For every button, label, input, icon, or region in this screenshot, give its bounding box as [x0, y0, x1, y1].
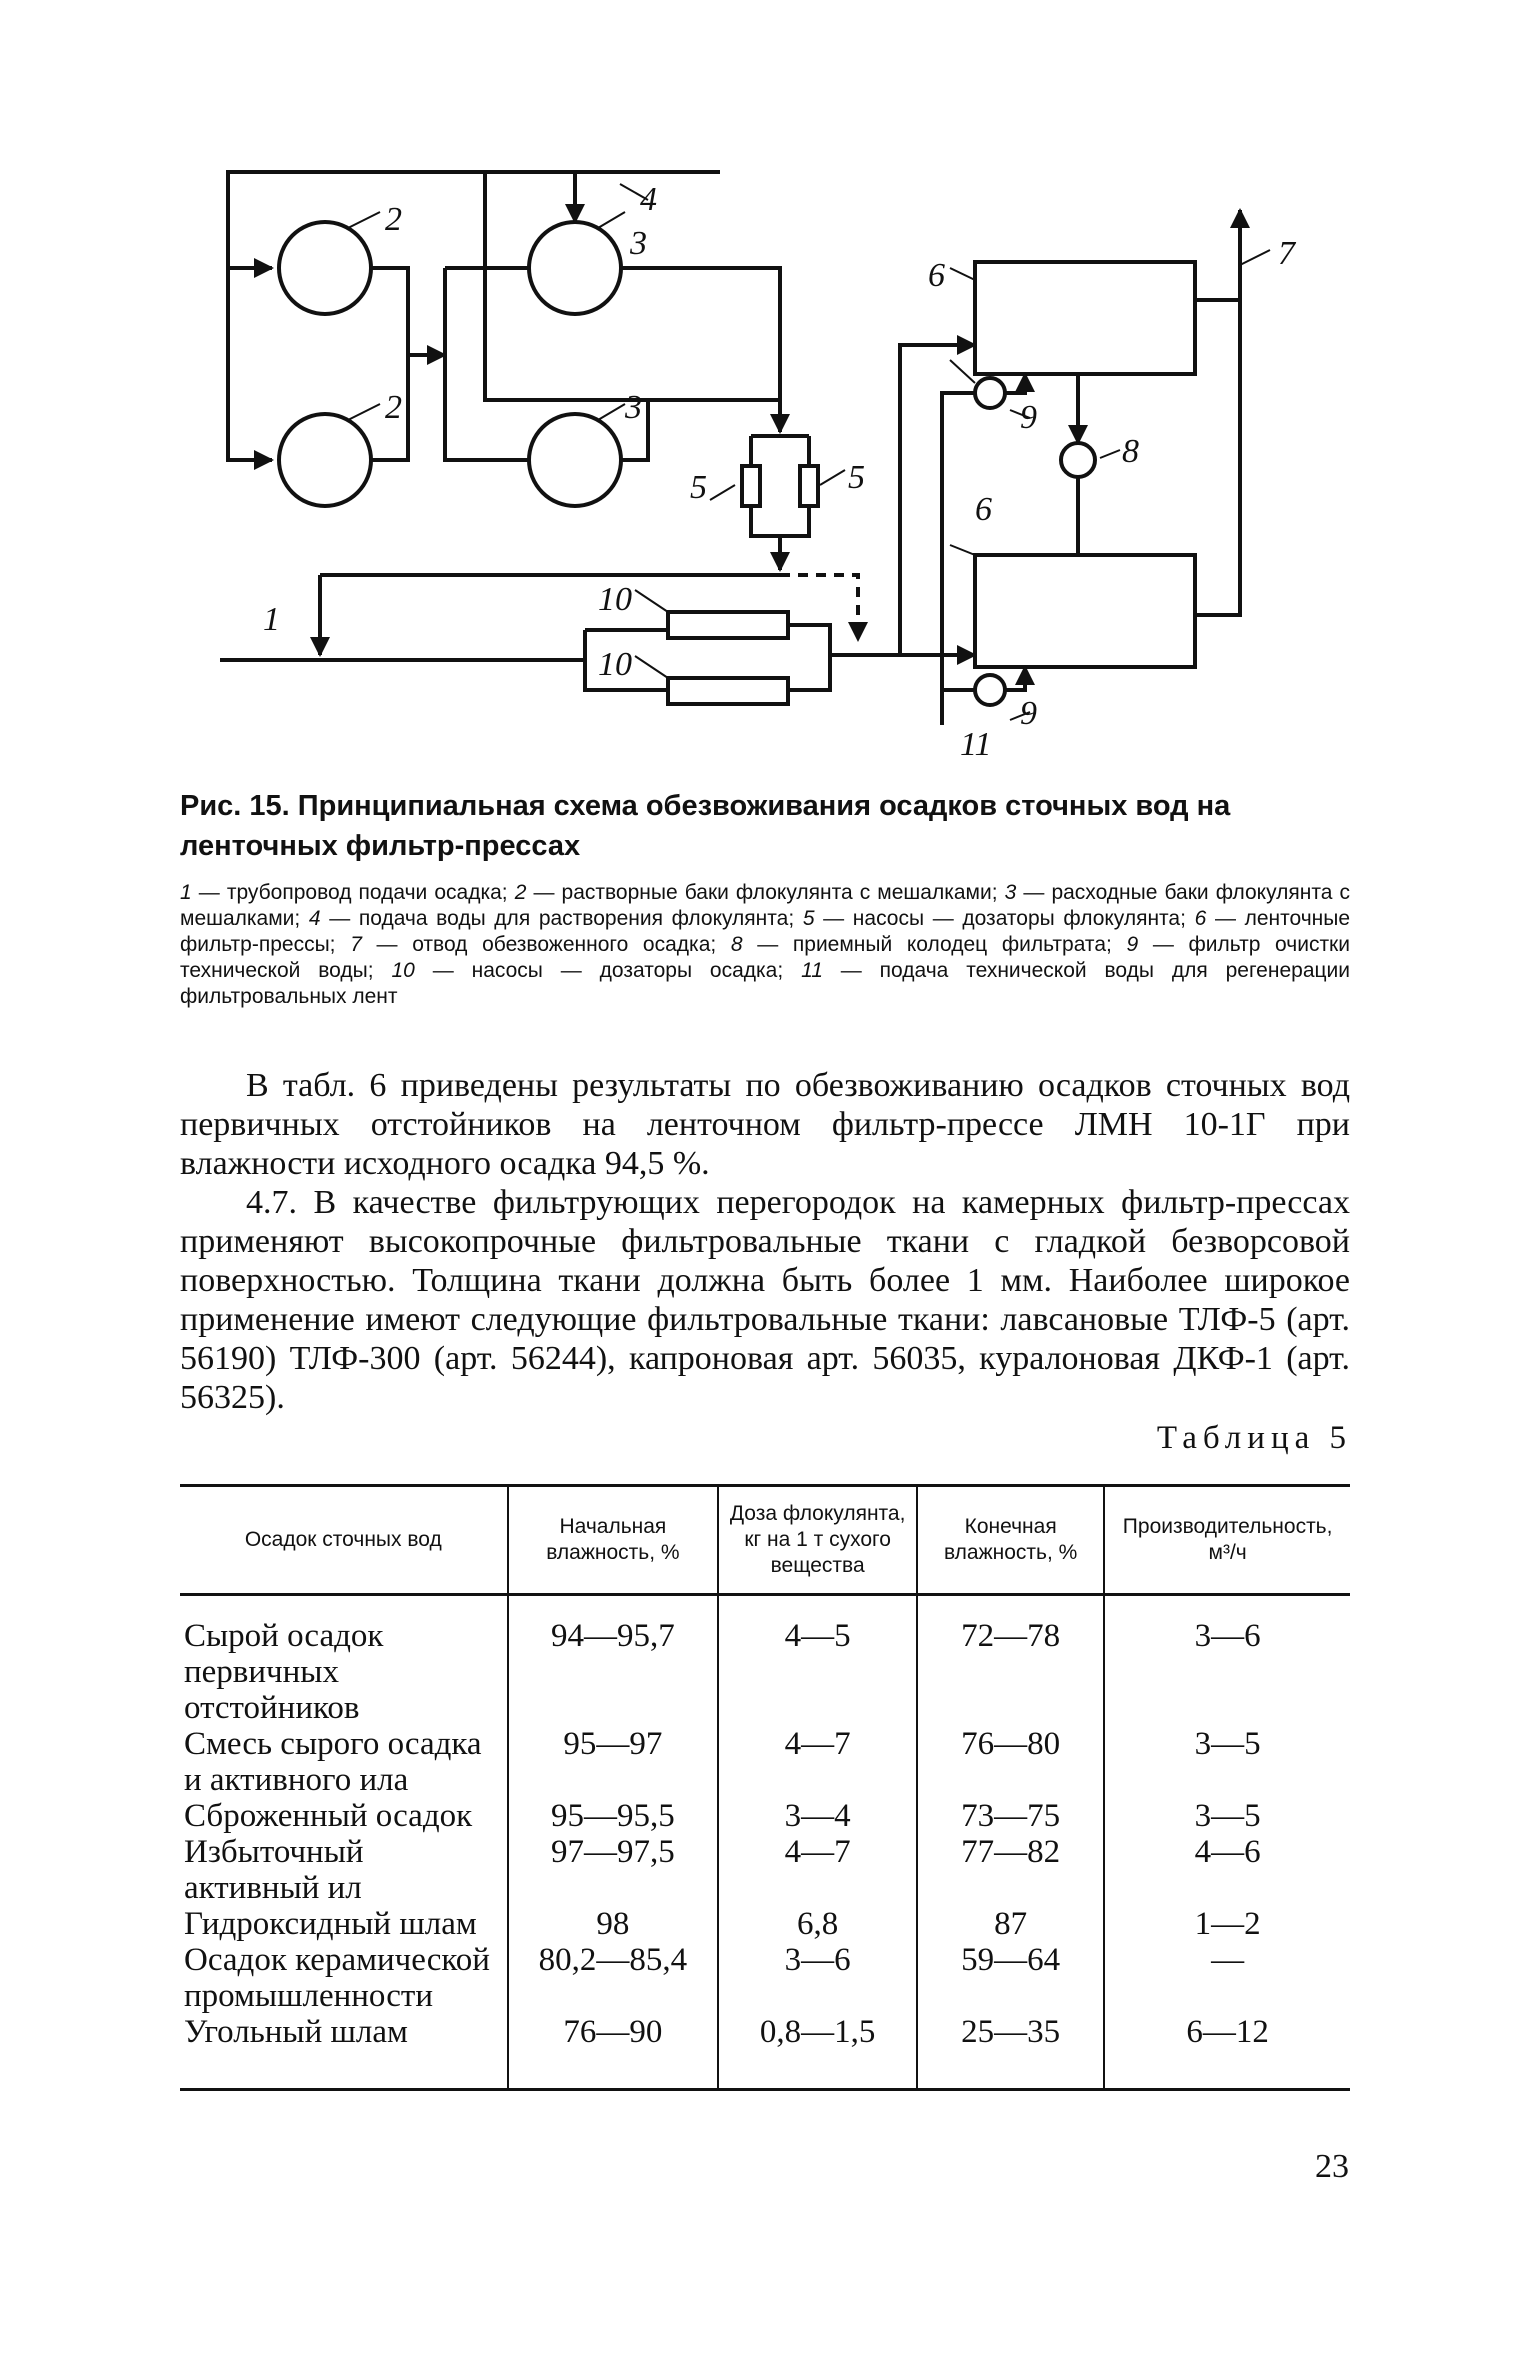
label-11: 11	[960, 726, 992, 763]
table-cell: 1—2	[1104, 1906, 1350, 1942]
page-number: 23	[1315, 2148, 1349, 2185]
table-cell: Смесь сырого осадка и активного ила	[184, 1726, 482, 1798]
tech-water-filter-upper	[975, 378, 1005, 408]
table-row	[180, 1834, 1350, 1906]
table-row	[180, 1726, 1350, 1798]
figure-legend	[180, 880, 1350, 1010]
table-cell: Сброженный осадок	[184, 1798, 473, 1834]
table-cell: 72—78	[917, 1595, 1104, 1727]
header-cell: Начальная влажность, %	[508, 1486, 719, 1595]
solution-tank-lower	[279, 414, 371, 506]
table-cell: 95—97	[508, 1726, 719, 1798]
table-cell: 76—80	[917, 1726, 1104, 1798]
label-6b: 6	[975, 491, 992, 528]
legend-item: 5 — насосы — дозаторы флокулянта;	[802, 907, 1195, 930]
table-cell: 98	[508, 1906, 719, 1942]
table-cell: 4—7	[718, 1834, 917, 1906]
table-cell: 73—75	[917, 1798, 1104, 1834]
table-cell: 4—7	[718, 1726, 917, 1798]
label-8: 8	[1122, 433, 1139, 470]
table-cell: 3—6	[1104, 1595, 1350, 1727]
table-cell: 3—5	[1104, 1726, 1350, 1798]
label-10a: 10	[598, 581, 632, 618]
flocculant-pump-right	[800, 466, 818, 506]
table-cell: 4—5	[718, 1595, 917, 1727]
tech-water-filter-lower	[975, 675, 1005, 705]
label-7: 7	[1278, 235, 1295, 272]
table-cell: 3—6	[718, 1942, 917, 2014]
label-5a: 5	[690, 469, 707, 506]
header-cell: Осадок сточных вод	[180, 1486, 508, 1595]
table-row	[180, 1798, 1350, 1834]
table-caption: Таблица 5	[1156, 1420, 1352, 1456]
paragraph-2: 4.7. В качестве фильтрующих перегородок на камерных фильтр-прессах применяют высокопрочные фильтровальные ткани с гладкой безворсовой поверхностью. Толщина ткани должна быть более 1 мм. Наиболее широкое применение имеют следующие фильтровальные ткани: лавсановые ТЛФ-5 (арт. 56190) ТЛФ-300 (арт. 56244), капроновая арт. 56035, куралоновая ДКФ-1 (арт. 56325).	[180, 1184, 1350, 1416]
legend-item: 3 — расходные баки флокулянта с мешалками;	[180, 881, 1350, 930]
table-cell: Угольный шлам	[180, 2014, 508, 2090]
table-row	[180, 1906, 1350, 1942]
legend-item: 1 — трубопровод подачи осадка;	[180, 881, 515, 904]
table-cell: 4—6	[1104, 1834, 1350, 1906]
filtrate-well	[1061, 443, 1095, 477]
label-4: 4	[640, 181, 657, 218]
label-1: 1	[263, 601, 280, 638]
table-cell: 3—5	[1104, 1798, 1350, 1834]
table-cell: 97—97,5	[508, 1834, 719, 1906]
sludge-pump-lower	[668, 678, 788, 704]
table-row	[180, 1595, 1350, 1727]
label-9a: 9	[1020, 399, 1037, 436]
table-cell: Избыточный активный ил	[184, 1834, 364, 1906]
table-cell: Осадок керамической промышленности	[184, 1942, 490, 2014]
header-cell: Производительность, м³/ч	[1104, 1486, 1350, 1595]
dosing-tank-lower	[529, 414, 621, 506]
paragraph-1: В табл. 6 приведены результаты по обезвоживанию осадков сточных вод первичных отстойников на ленточном фильтр-прессе ЛМН 10-1Г при влажности исходного осадка 94,5 %.	[180, 1067, 1350, 1182]
label-3b: 3	[625, 389, 642, 426]
table-cell: 0,8—1,5	[718, 2014, 917, 2090]
label-9b: 9	[1020, 695, 1037, 732]
flocculant-pump-left	[742, 466, 760, 506]
legend-item: 2 — растворные баки флокулянта с мешалками;	[514, 881, 1005, 904]
legend-item: 6 — ленточные фильтр-прессы;	[180, 907, 1351, 956]
figure-title: Рис. 15. Принципиальная схема обезвоживания осадков сточных вод на ленточных фильтр-прессах	[180, 790, 1231, 862]
table-cell: 6,8	[718, 1906, 917, 1942]
table-cell: —	[1104, 1942, 1350, 2014]
table-cell: 87	[917, 1906, 1104, 1942]
table-cell: 76—90	[508, 2014, 719, 2090]
table-cell: Сырой осадок первичных отстойников	[184, 1618, 384, 1726]
table-cell: 59—64	[917, 1942, 1104, 2014]
table-cell: 95—95,5	[508, 1798, 719, 1834]
belt-press-upper	[975, 262, 1195, 374]
label-3a: 3	[630, 225, 647, 262]
table-cell: 77—82	[917, 1834, 1104, 1906]
legend-item: 4 — подача воды для растворения флокулянта;	[308, 907, 803, 930]
data-table	[180, 1484, 1350, 2091]
table-cell: Гидроксидный шлам	[184, 1906, 477, 1942]
table-cell: 94—95,7	[508, 1595, 719, 1727]
legend-item: 11 — подача технической воды для регенерации фильтровальных лент	[180, 959, 1350, 1008]
legend-item: 9 — фильтр очистки технической воды;	[180, 933, 1350, 982]
table-row	[180, 2014, 1350, 2090]
dosing-tank-upper	[529, 222, 621, 314]
table-cell: 25—35	[917, 2014, 1104, 2090]
table-header-row	[180, 1486, 1350, 1595]
legend-item: 8 — приемный колодец фильтрата;	[730, 933, 1127, 956]
label-10b: 10	[598, 646, 632, 683]
legend-item: 10 — насосы — дозаторы осадка;	[391, 959, 802, 982]
header-cell: Доза флокулянта, кг на 1 т сухого вещества	[718, 1486, 917, 1595]
table-cell: 6—12	[1104, 2014, 1350, 2090]
belt-press-lower	[975, 555, 1195, 667]
table-cell: 3—4	[718, 1798, 917, 1834]
process-diagram	[0, 0, 1535, 780]
header-cell: Конечная влажность, %	[917, 1486, 1104, 1595]
label-2a: 2	[385, 201, 402, 238]
table-cell: 80,2—85,4	[508, 1942, 719, 2014]
sludge-pump-upper	[668, 612, 788, 638]
table-row	[180, 1942, 1350, 2014]
label-2b: 2	[385, 389, 402, 426]
label-6a: 6	[928, 257, 945, 294]
label-5b: 5	[848, 459, 865, 496]
solution-tank-upper	[279, 222, 371, 314]
legend-item: 7 — отвод обезвоженного осадка;	[350, 933, 731, 956]
